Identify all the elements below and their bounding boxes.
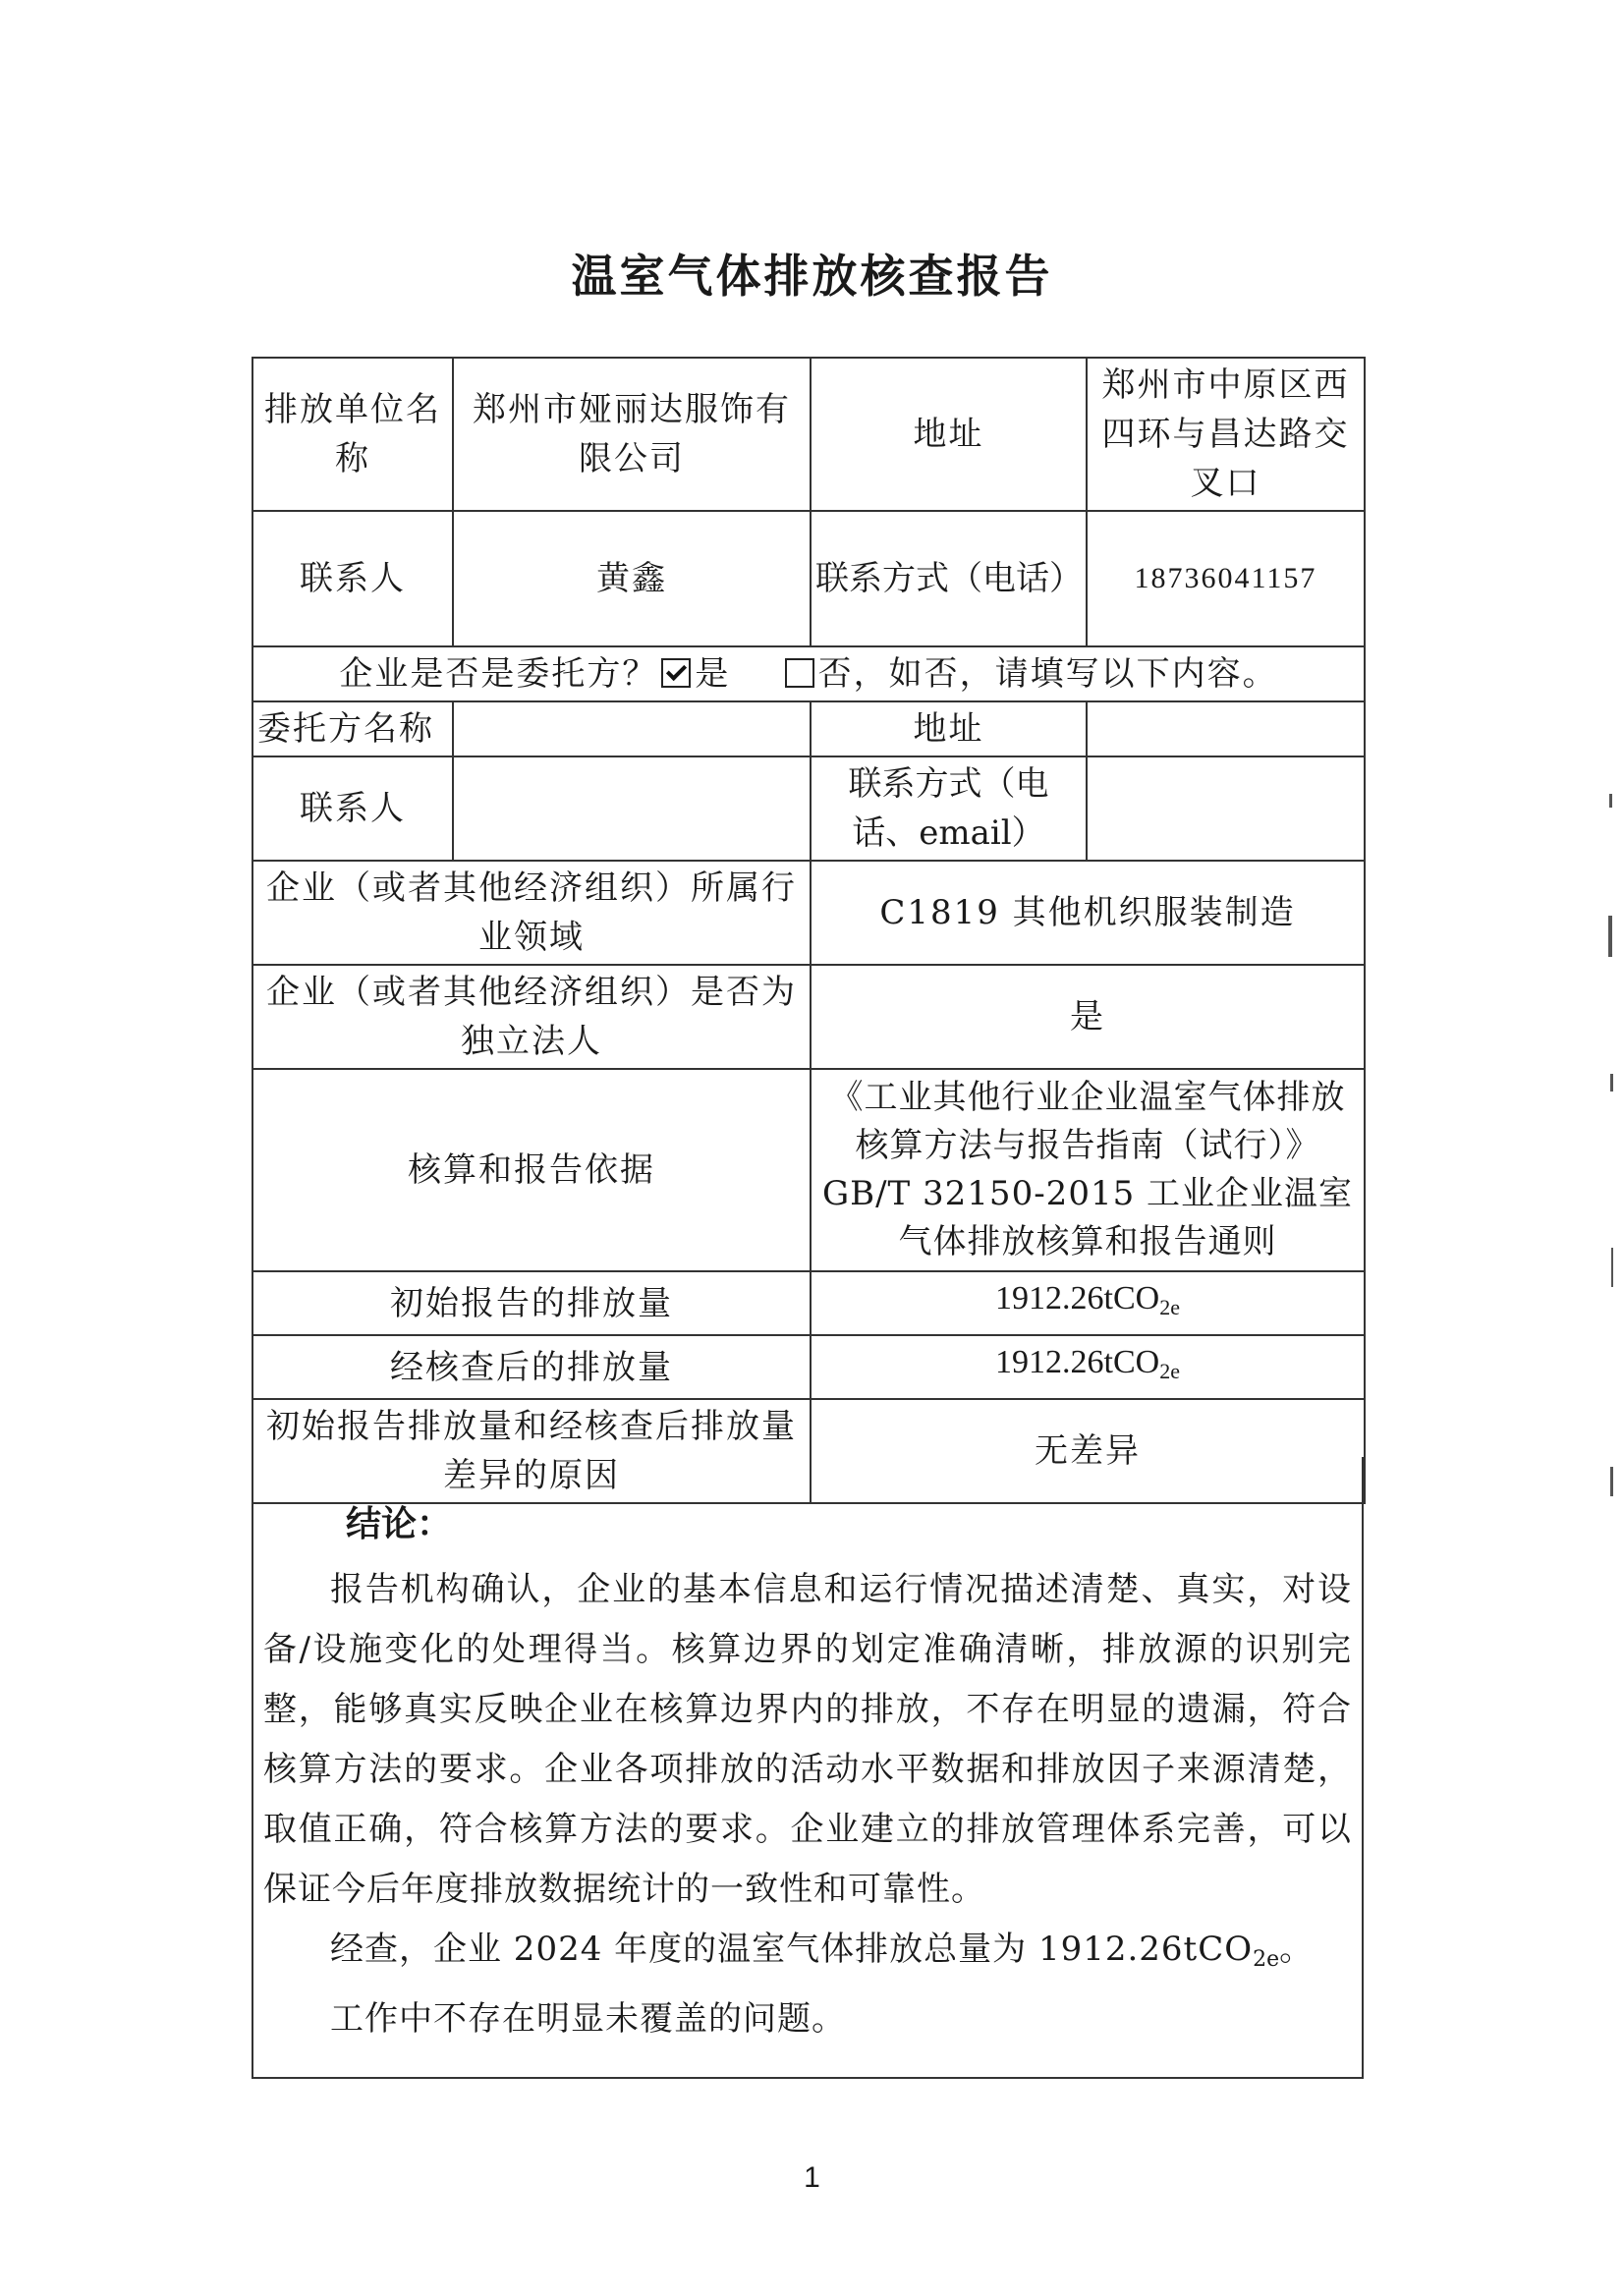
entrust-question: 企业是否是委托方？ <box>339 654 658 694</box>
conclusion-title: 结论： <box>346 1504 453 1544</box>
industry-value: C1819 其他机织服装制造 <box>811 861 1365 965</box>
scan-mark <box>1610 1467 1613 1496</box>
conclusion-total-end: 。 <box>1279 1930 1315 1969</box>
table-row <box>252 646 1365 701</box>
table-row <box>252 358 1365 511</box>
initial-emission-subscript: 2e <box>1159 1295 1180 1319</box>
scan-mark <box>1611 1248 1613 1287</box>
page-number: 1 <box>804 2161 820 2194</box>
entrust-no-label: 否，如否，请填写以下内容。 <box>817 654 1278 694</box>
client-name-value <box>453 701 811 756</box>
entrust-yes-label: 是 <box>695 654 731 694</box>
conclusion-total-text: 经查，企业 2024 年度的温室气体排放总量为 1912.26tCO <box>330 1930 1254 1969</box>
report-title: 温室气体排放核查报告 <box>571 250 1053 303</box>
industry-label: 企业（或者其他经济组织）所属行业领域 <box>252 861 811 965</box>
client-contact-label: 联系人 <box>252 756 453 861</box>
conclusion-paragraph-3: 工作中不存在明显未覆盖的问题。 <box>330 1999 846 2039</box>
contact-label: 联系人 <box>252 511 453 646</box>
legal-person-label: 企业（或者其他经济组织）是否为独立法人 <box>252 965 811 1069</box>
unit-name-value: 郑州市娅丽达服饰有限公司 <box>453 358 811 511</box>
initial-emission-number: 1912.26tCO <box>995 1280 1160 1316</box>
basis-label: 核算和报告依据 <box>252 1069 811 1271</box>
client-contact-value <box>453 756 811 861</box>
conclusion-paragraph-1: 报告机构确认，企业的基本信息和运行情况描述清楚、真实，对设备/设施变化的处理得当。核算边界的划定准确清晰，排放源的识别完整，能够真实反映企业在核算边界内的排放，不存在明显的遗漏，符合核算方法的要求。企业各项排放的活动水平数据和排放因子来源清楚，取值正确，符合核算方法的要求。企业建立的排放管理体系完善，可以保证今后年度排放数据统计的一致性和可靠性。 <box>263 1570 1352 1909</box>
checkbox-empty-icon <box>785 658 814 688</box>
difference-label: 初始报告排放量和经核查后排放量差异的原因 <box>252 1399 811 1503</box>
client-address-value <box>1087 701 1365 756</box>
table-row <box>252 511 1365 646</box>
conclusion-paragraph-2 <box>263 1920 1352 1989</box>
basis-line-1: 《工业其他行业企业温室气体排放核算方法与报告指南（试行）》 <box>829 1078 1346 1165</box>
client-address-label: 地址 <box>811 701 1087 756</box>
scan-mark <box>1609 794 1612 808</box>
table-row <box>252 1335 1365 1399</box>
report-info-table <box>252 357 1366 1504</box>
table-row <box>252 965 1365 1069</box>
checkbox-checked-icon <box>661 658 691 688</box>
table-row <box>252 861 1365 965</box>
address-label: 地址 <box>811 358 1087 511</box>
initial-emission-label: 初始报告的排放量 <box>252 1271 811 1335</box>
difference-value: 无差异 <box>811 1399 1365 1503</box>
client-phone-value <box>1087 756 1365 861</box>
table-row <box>252 756 1365 861</box>
conclusion-total-subscript: 2e <box>1253 1947 1280 1972</box>
verified-emission-value <box>811 1335 1365 1399</box>
client-name-label: 委托方名称 <box>252 701 453 756</box>
scan-mark <box>1608 916 1612 957</box>
entrust-question-cell <box>252 646 1365 701</box>
contact-value: 黄鑫 <box>453 511 811 646</box>
table-row <box>252 1271 1365 1335</box>
basis-line-2: GB/T 32150-2015 工业企业温室气体排放核算和报告通则 <box>821 1174 1354 1261</box>
basis-value <box>811 1069 1365 1271</box>
table-row <box>252 1069 1365 1271</box>
phone-value: 18736041157 <box>1087 511 1365 646</box>
phone-label: 联系方式（电话） <box>811 511 1087 646</box>
verified-emission-label: 经核查后的排放量 <box>252 1335 811 1399</box>
initial-emission-value <box>811 1271 1365 1335</box>
address-value: 郑州市中原区西四环与昌达路交叉口 <box>1087 358 1365 511</box>
verified-emission-subscript: 2e <box>1159 1359 1180 1383</box>
client-phone-label: 联系方式（电话、email） <box>811 756 1087 861</box>
legal-person-value: 是 <box>811 965 1365 1069</box>
table-row <box>252 701 1365 756</box>
conclusion-section <box>252 1457 1364 2079</box>
verified-emission-number: 1912.26tCO <box>995 1344 1160 1380</box>
scan-mark <box>1610 1074 1613 1092</box>
unit-name-label: 排放单位名称 <box>252 358 453 511</box>
